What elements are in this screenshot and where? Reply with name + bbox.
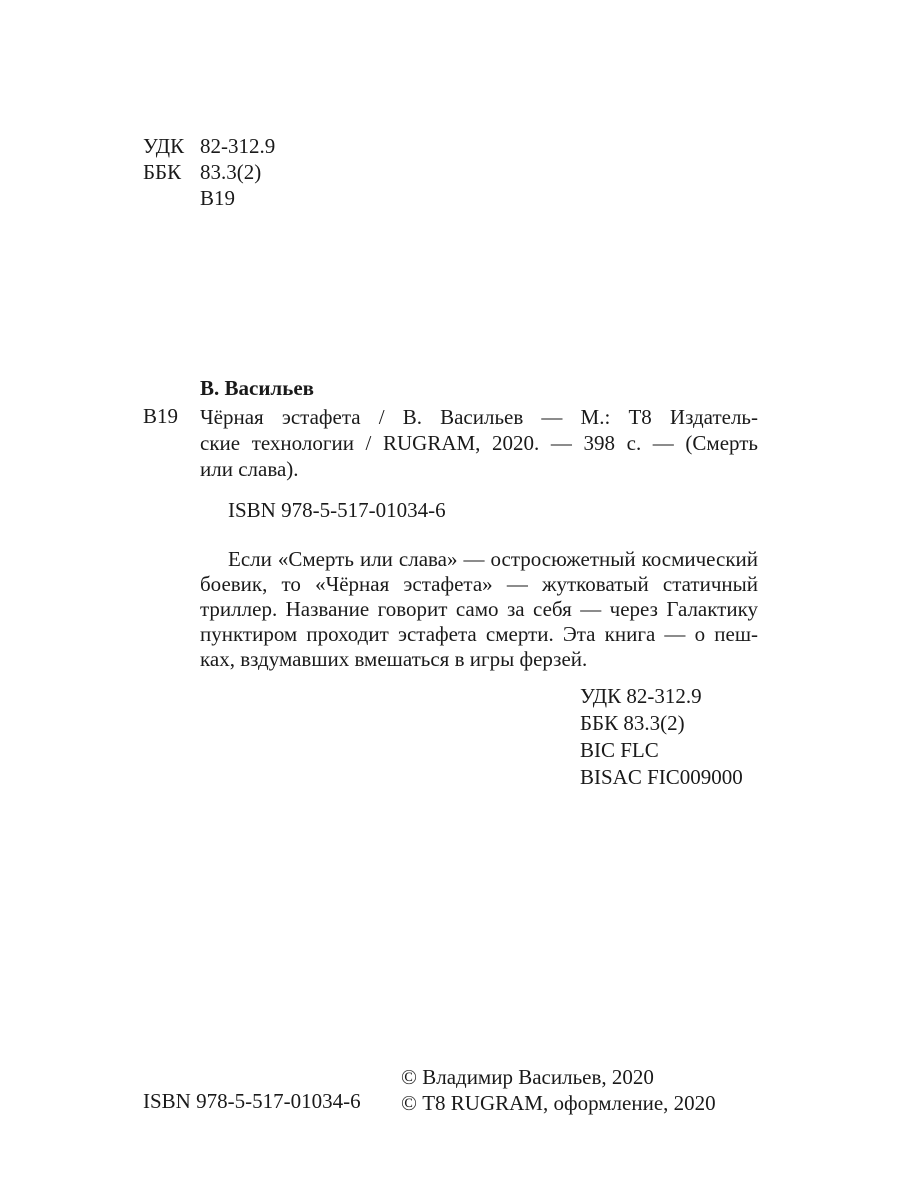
- copyright-design: © Т8 RUGRAM, оформление, 2020: [401, 1091, 716, 1115]
- entry-line: или слава).: [200, 457, 299, 481]
- classification-row-udk: [143, 134, 275, 160]
- annotation-line: триллер. Название говорит само за себя — через Галактику: [200, 597, 758, 621]
- annotation-line: боевик, то «Чёрная эстафета» — жутковатый статичный: [200, 572, 758, 596]
- entry-description: [200, 404, 758, 482]
- classification-row-bbk: [143, 160, 275, 186]
- classification-row-author-code: [143, 186, 275, 212]
- classification-bisac: BISAC FIC009000: [580, 765, 743, 789]
- annotation: [200, 547, 758, 672]
- classification-key: [143, 186, 200, 212]
- classification-key: УДК: [143, 134, 185, 158]
- classification-bbk: ББК 83.3(2): [580, 711, 685, 735]
- classification-block-bottom: [580, 683, 743, 791]
- isbn-footer: ISBN 978-5-517-01034-6: [143, 1089, 361, 1113]
- copyright-block: [401, 1064, 716, 1116]
- classification-value: 82-312.9: [200, 134, 276, 158]
- entry-author-code: В19: [143, 404, 179, 428]
- annotation-line: Если «Смерть или слава» — остросюжетный космический: [228, 547, 758, 571]
- classification-block-top: [143, 134, 275, 212]
- classification-value: 83.3(2): [200, 160, 262, 184]
- annotation-line: ках, вздумавших вмешаться в игры ферзей.: [200, 647, 588, 671]
- classification-value: В19: [200, 186, 236, 210]
- entry-line: Чёрная эстафета / В. Васильев — М.: Т8 Издатель-: [200, 405, 758, 429]
- isbn-main: ISBN 978-5-517-01034-6: [228, 498, 446, 522]
- annotation-line: пунктиром проходит эстафета смерти. Эта книга — о пеш-: [200, 622, 758, 646]
- entry-line: ские технологии / RUGRAM, 2020. — 398 с. — (Смерть: [200, 431, 758, 455]
- classification-udk: УДК 82-312.9: [580, 684, 702, 708]
- entry-author: В. Васильев: [200, 376, 314, 400]
- classification-key: ББК: [143, 160, 182, 184]
- classification-bic: BIC FLC: [580, 738, 659, 762]
- copyright-author: © Владимир Васильев, 2020: [401, 1065, 654, 1089]
